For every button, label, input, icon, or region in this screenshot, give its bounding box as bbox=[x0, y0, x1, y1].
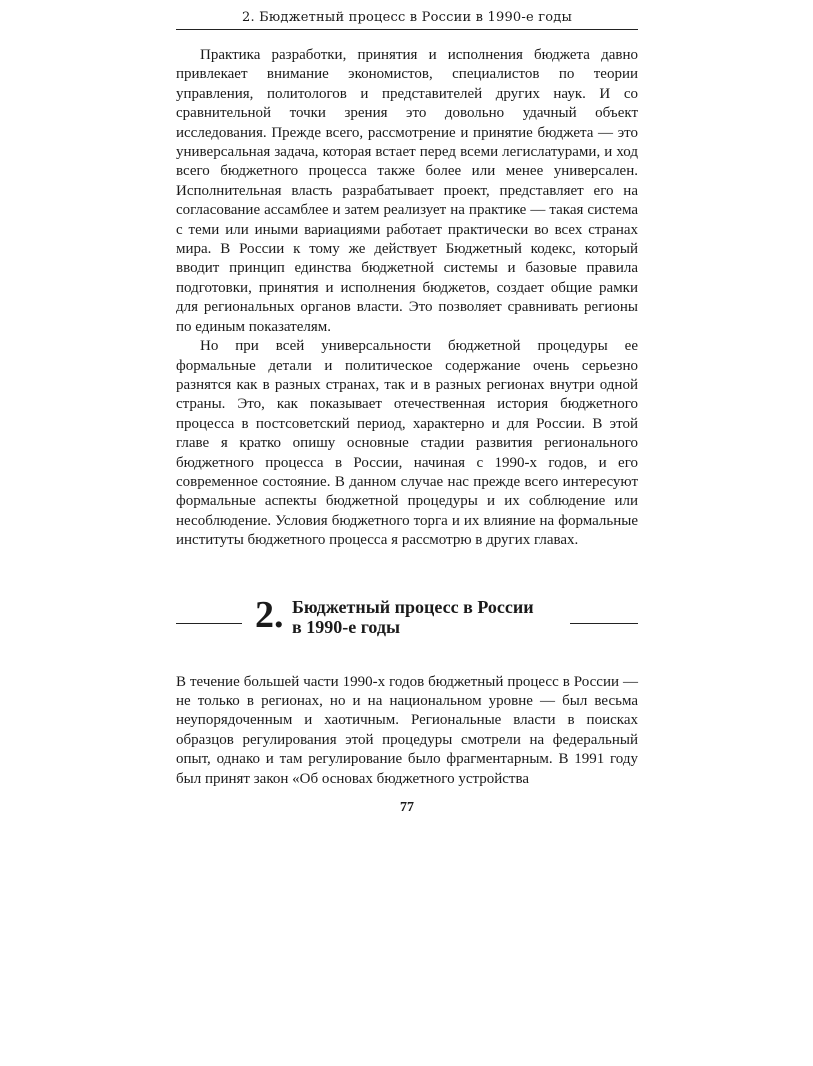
section-title bbox=[292, 597, 572, 637]
body-paragraph-1: Практика разработки, принятия и исполнения бюджета давно привлекает внимание экономистов, специалистов по теории управления, политологов и представителей других наук. И со сравнительной точки зрения это довольно удачный объект исследования. Прежде всего, рассмотрение и принятие бюджета — это универсальная задача, которая встает перед всеми легислатурами, и ход всего бюджетного процесса также более или менее универсален. Исполнительная власть разрабатывает проект, представляет его на согласование ассамблее и затем реализует на практике — такая система с теми или иными вариациями работает практически во всех странах мира. В России к тому же действует Бюджетный кодекс, который вводит принцип единства бюджетной системы и базовые правила подготовки, принятия и исполнения бюджетов, создает общие рамки для региональных органов власти. Это позволяет сравнивать регионы по единым показателям. bbox=[176, 47, 638, 335]
section-number: 2. bbox=[255, 593, 284, 636]
section-heading bbox=[176, 593, 638, 643]
section-title-line-2: в 1990-е годы bbox=[292, 616, 401, 637]
body-paragraph-2: Но при всей универсальности бюджетной процедуры ее формальные детали и политическое содержание очень серьезно разнятся как в разных странах, так и в разных регионах внутри одной страны. Это, как показывает отечественная история бюджетного процесса в постсоветский период, характерно и для России. В этой главе я кратко опишу основные стадии развития регионального бюджетного процесса в России, начиная с 1990-х годов, и его современное состояние. В данном случае нас прежде всего интересуют формальные аспекты бюджетной процедуры и их соблюдение или несоблюдение. Условия бюджетного торга и их влияние на формальные институты бюджетного процесса я рассмотрю в других главах. bbox=[176, 338, 638, 549]
section-title-line-1: Бюджетный процесс в России bbox=[292, 596, 534, 617]
running-head: 2. Бюджетный процесс в России в 1990-е годы bbox=[176, 10, 638, 30]
heading-rule-right bbox=[570, 623, 638, 624]
book-page bbox=[176, 10, 638, 816]
section-paragraph: В течение большей части 1990-х годов бюджетный процесс в России — не только в регионах, но и на национальном уровне — был весьма неупорядоченным и хаотичным. Региональные власти в поисках образцов регулирования этой процедуры смотрели на федеральный опыт, однако и там регулирование было фрагментарным. В 1991 году был принят закон «Об основах бюджетного устройства bbox=[176, 673, 638, 787]
heading-rule-left bbox=[176, 623, 242, 624]
page-number: 77 bbox=[400, 800, 414, 815]
